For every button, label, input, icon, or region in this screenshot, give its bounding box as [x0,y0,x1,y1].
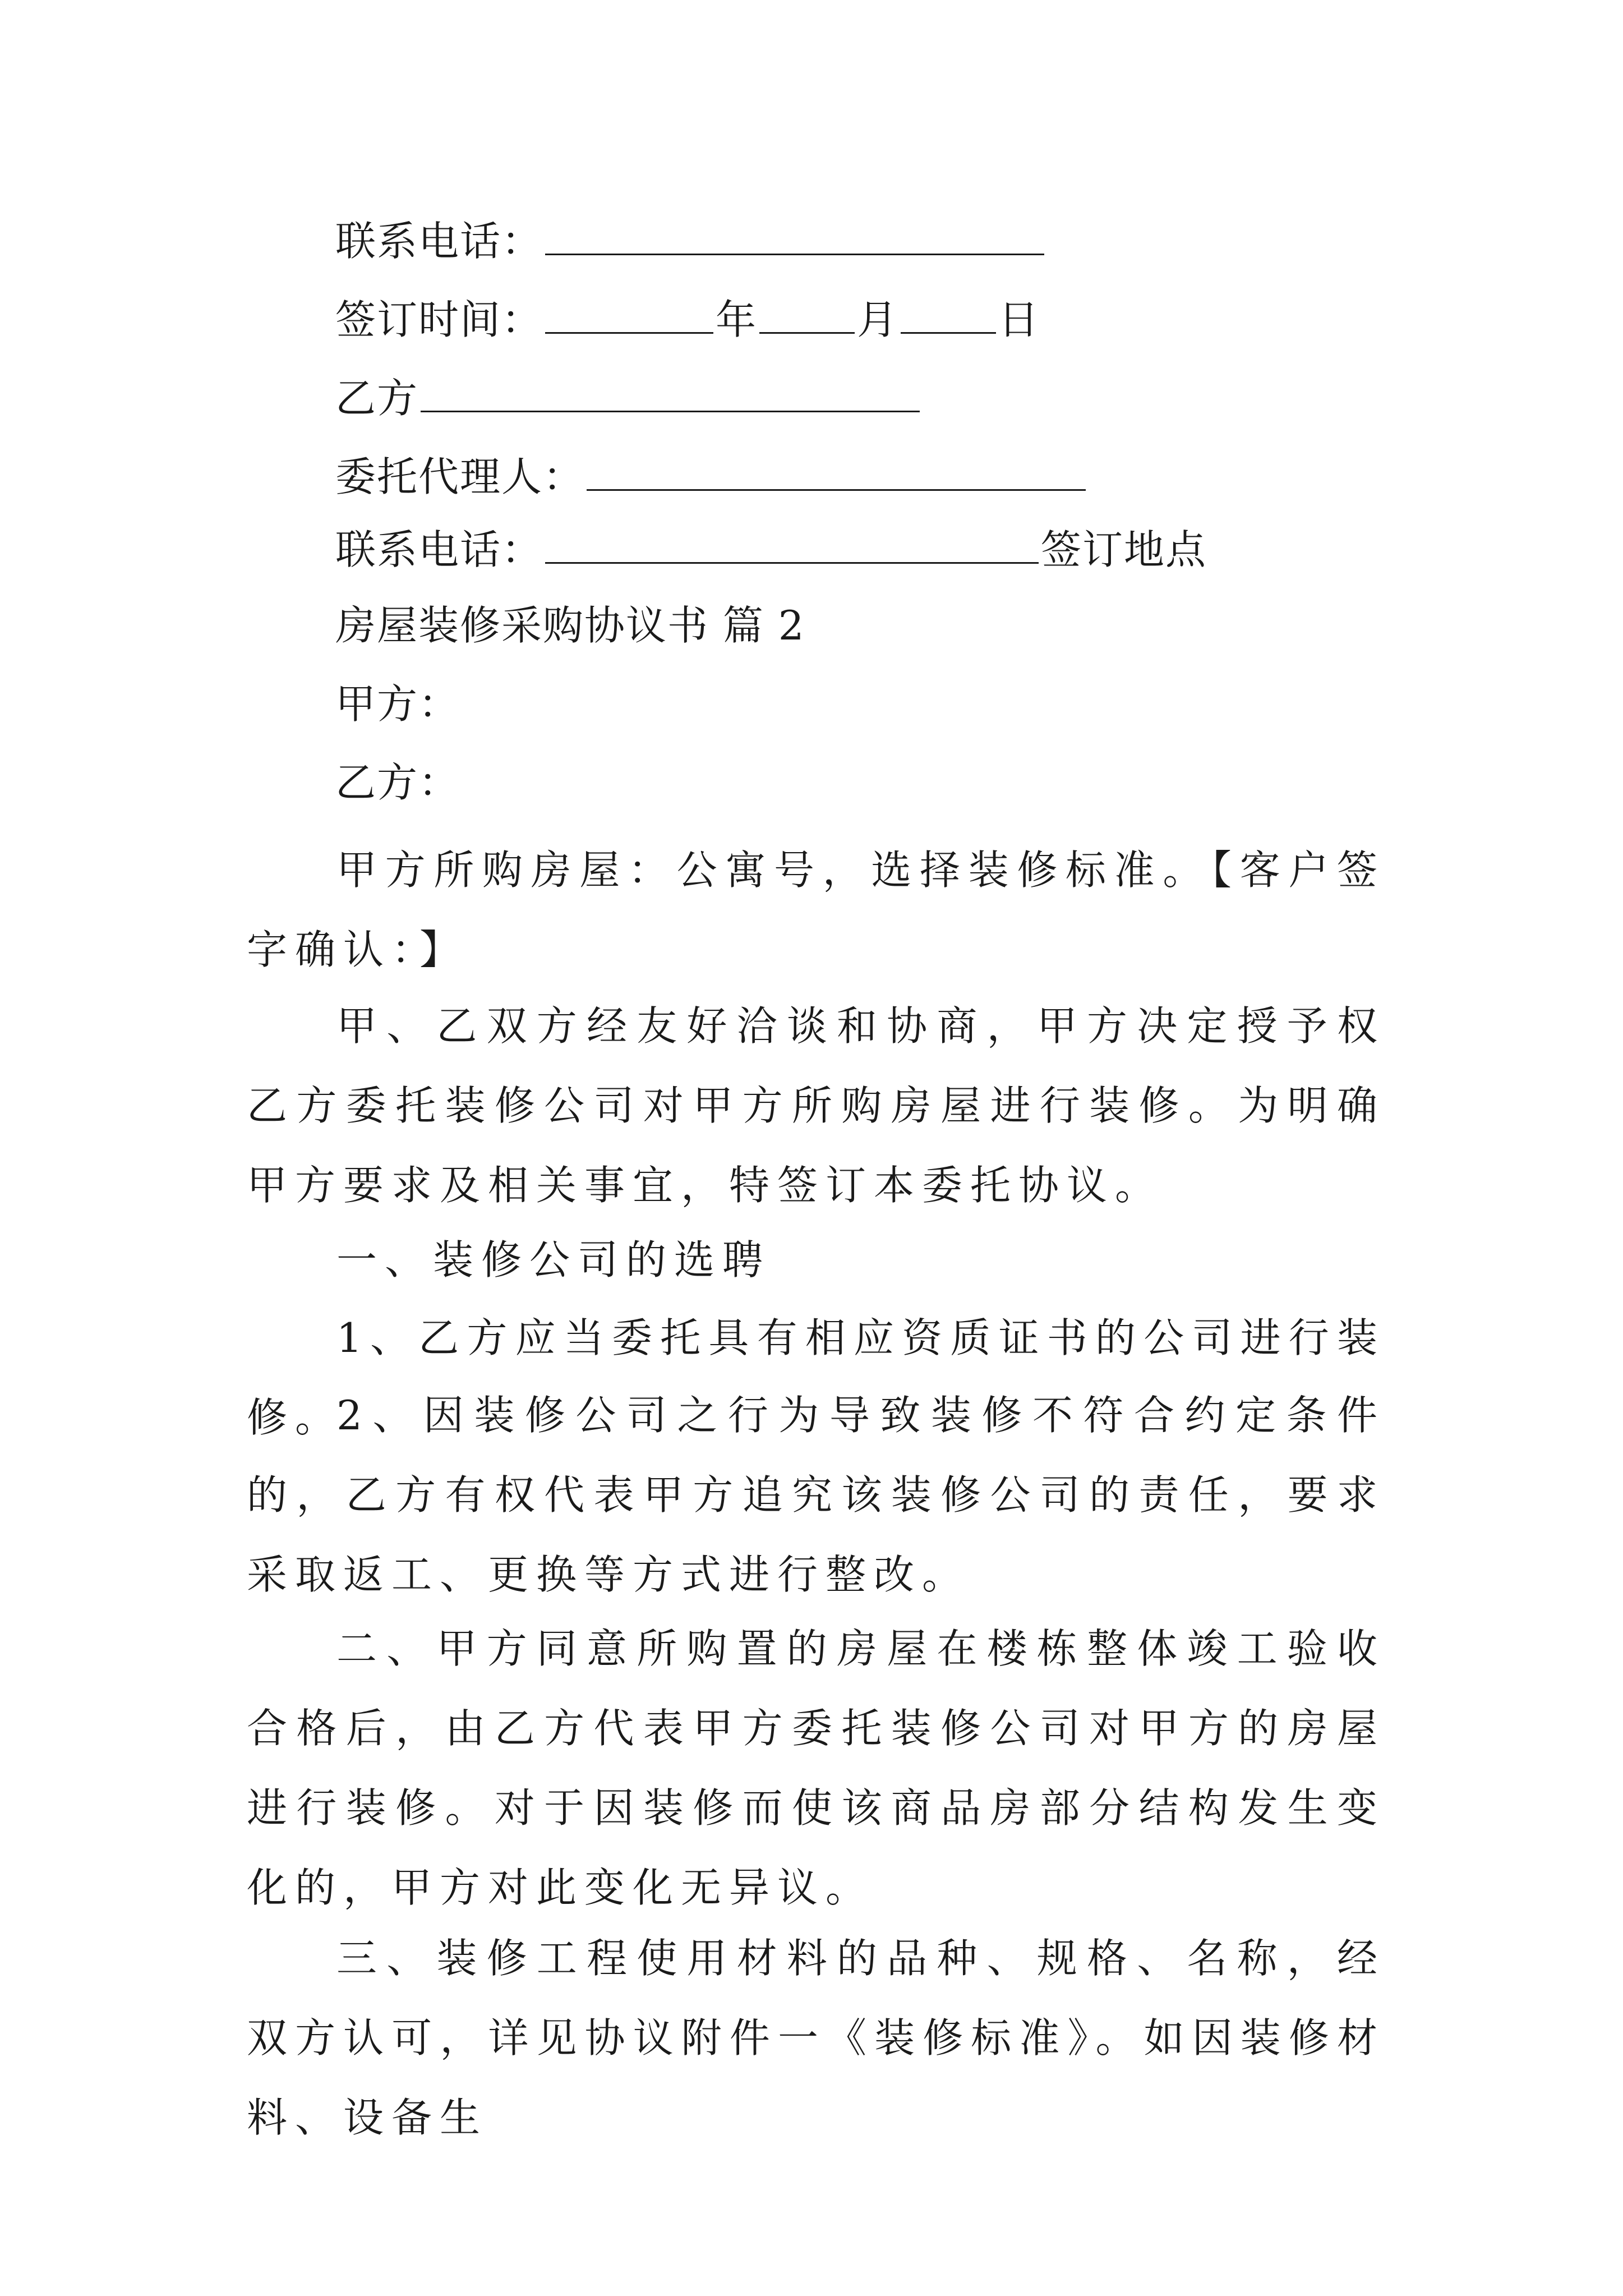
agent-blank [587,454,1086,491]
sign-time-label: 签订时间： [335,296,543,343]
phone-blank [545,219,1044,255]
party-b-label: 乙方： [335,759,460,806]
paragraph-clause-2: 2、因装修公司之行为导致装修不符合约定条件的，乙方有权代表甲方追究该装修公司的责任，要求采取返工、更换等方式进行整改。 [247,1392,1385,1598]
party-a-label: 甲方： [335,680,460,728]
paragraph-section-2: 二、甲方同意所购置的房屋在楼栋整体竣工验收合格后，由乙方代表甲方委托装修公司对甲方的房屋进行装修。对于因装修而使该商品房部分结构发生变化的，甲方对此变化无异议。 [247,1625,1385,1911]
paragraph-intro: 甲、乙双方经友好洽谈和协商，甲方决定授予权乙方委托装修公司对甲方所购房屋进行装修。为明确甲方要求及相关事宜，特签订本委托协议。 [247,1002,1385,1209]
section-title: 房屋装修采购协议书 篇 2 [335,602,805,649]
party-b-blank [421,376,920,412]
paragraph-clause-1: 1、乙方应当委托具有相应资质证书的公司进行装修。 [247,1314,1385,1441]
year-blank [545,297,713,334]
party-a-phone-line [335,213,1046,269]
sign-place-label: 签订地点 [1041,526,1207,573]
month-label: 月 [857,296,899,343]
month-blank [759,297,855,334]
party-b-phone-line [335,522,1207,578]
phone-label: 联系电话： [335,218,543,265]
party-b-line [335,370,922,426]
phone-label: 联系电话： [335,526,543,573]
heading-company-selection: 一、装修公司的选聘 [336,1236,771,1283]
party-b-label: 乙方 [335,375,419,422]
agent-label: 委托代理人： [335,453,585,500]
paragraph-house-info: 甲方所购房屋：公寓号，选择装修标准。【客户签字确认：】 [247,846,1385,973]
day-label: 日 [998,296,1040,343]
paragraph-section-3: 三、装修工程使用材料的品种、规格、名称，经双方认可，详见协议附件一《装修标准》。如因装修材料、设备生 [247,1935,1385,2141]
phone-blank [545,527,1039,564]
year-label: 年 [716,296,758,343]
day-blank [901,297,996,334]
sign-time-line [335,292,1040,348]
agent-line [335,449,1088,505]
